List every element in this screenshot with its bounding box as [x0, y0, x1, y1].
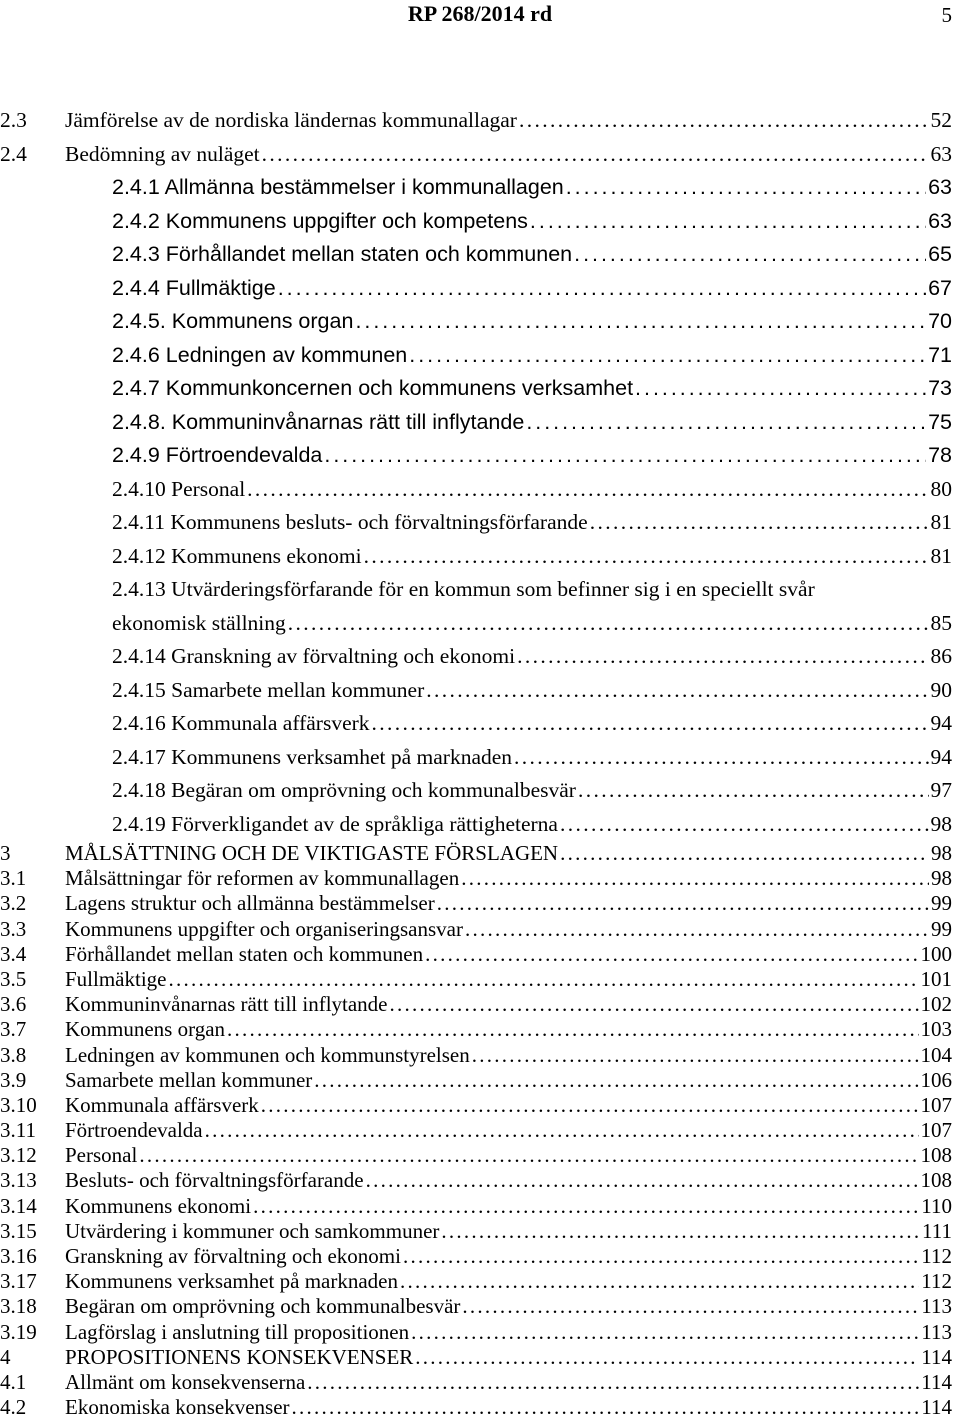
toc-entry[interactable] — [0, 992, 960, 1017]
toc-entry-title: 2.4.14 Granskning av förvaltning och ekonomi — [112, 640, 515, 674]
toc-entry-number: 3.12 — [0, 1143, 65, 1168]
toc-entry-number: 3.4 — [0, 942, 65, 967]
toc-entry[interactable] — [0, 406, 960, 440]
toc-entry-title: 2.4.13 Utvärderingsförfarande för en kommun som befinner sig i en speciellt svår — [112, 573, 815, 607]
toc-entry-title: Personal — [65, 1143, 137, 1168]
toc-dot-leader — [262, 138, 929, 172]
toc-entry-number: 4.1 — [0, 1370, 65, 1395]
toc-entry-number: 3.8 — [0, 1043, 65, 1068]
toc-entry-number: 3.18 — [0, 1294, 65, 1319]
toc-entry-page: 102 — [921, 992, 960, 1017]
toc-entry[interactable] — [0, 171, 960, 205]
toc-dot-leader — [355, 305, 926, 339]
toc-dot-leader — [519, 104, 929, 138]
toc-dot-leader — [462, 1294, 919, 1319]
toc-entry[interactable] — [0, 104, 960, 138]
toc-entry-page: 63 — [928, 171, 960, 205]
toc-entry-title: 2.4.9 Förtroendevalda — [112, 439, 322, 473]
toc-dot-leader — [560, 808, 929, 842]
toc-entry[interactable] — [0, 1219, 960, 1244]
toc-entry-page: 103 — [921, 1017, 960, 1042]
toc-entry-number: 3.5 — [0, 967, 65, 992]
toc-entry-page: 73 — [928, 372, 960, 406]
toc-dot-leader — [139, 1143, 918, 1168]
toc-entry-title: Ekonomiska konsekvenser — [65, 1395, 290, 1420]
toc-dot-leader — [400, 1269, 919, 1294]
toc-entry[interactable] — [0, 272, 960, 306]
toc-entry-number: 2.3 — [0, 104, 65, 138]
toc-entry-number: 4 — [0, 1345, 65, 1370]
toc-entry-page: 98 — [931, 841, 960, 866]
toc-entry-page: 81 — [931, 540, 960, 574]
toc-entry-page: 107 — [921, 1118, 960, 1143]
toc-entry[interactable] — [0, 774, 960, 808]
toc-entry-title: Kommunens organ — [65, 1017, 225, 1042]
toc-entry[interactable] — [0, 1043, 960, 1068]
toc-entry[interactable] — [0, 573, 960, 607]
toc-entry-number: 3.15 — [0, 1219, 65, 1244]
toc-entry[interactable] — [0, 1320, 960, 1345]
toc-dot-leader — [307, 1370, 919, 1395]
toc-entry-number: 3.7 — [0, 1017, 65, 1042]
toc-entry-number: 3.6 — [0, 992, 65, 1017]
toc-entry-title: Förtroendevalda — [65, 1118, 203, 1143]
toc-entry-page: 94 — [931, 741, 960, 775]
toc-entry-title: ekonomisk ställning — [112, 607, 286, 641]
toc-entry-page: 114 — [921, 1370, 960, 1395]
toc-dot-leader — [415, 1345, 919, 1370]
toc-dot-leader — [437, 891, 929, 916]
toc-entry[interactable] — [0, 473, 960, 507]
toc-entry[interactable] — [0, 1118, 960, 1143]
toc-entry-title: 2.4.1 Allmänna bestämmelser i kommunallagen — [112, 171, 564, 205]
page-number: 5 — [942, 3, 953, 27]
toc-entry-page: 90 — [931, 674, 960, 708]
toc-entry-number: 3.3 — [0, 917, 65, 942]
toc-entry-title: Samarbete mellan kommuner — [65, 1068, 312, 1093]
toc-entry-number: 3.10 — [0, 1093, 65, 1118]
toc-entry[interactable] — [0, 1068, 960, 1093]
toc-dot-leader — [247, 473, 928, 507]
toc-dot-leader — [253, 1194, 919, 1219]
toc-entry-page: 107 — [921, 1093, 960, 1118]
toc-entry-number: 3.11 — [0, 1118, 65, 1143]
toc-entry-title: 2.4.5. Kommunens organ — [112, 305, 353, 339]
toc-entry-title: 2.4.6 Ledningen av kommunen — [112, 339, 407, 373]
toc-entry-number: 3.2 — [0, 891, 65, 916]
toc-entry[interactable] — [0, 808, 960, 842]
toc-dot-leader — [578, 774, 929, 808]
toc-entry-page: 106 — [921, 1068, 960, 1093]
toc-entry-page: 65 — [928, 238, 960, 272]
toc-entry[interactable] — [0, 741, 960, 775]
toc-dot-leader — [314, 1068, 918, 1093]
toc-dot-leader — [590, 506, 929, 540]
toc-entry-title: Fullmäktige — [65, 967, 167, 992]
toc-entry-title: Kommunens verksamhet på marknaden — [65, 1269, 398, 1294]
toc-dot-leader — [409, 339, 926, 373]
toc-dot-leader — [517, 640, 928, 674]
toc-entry-page: 52 — [931, 104, 960, 138]
toc-dot-leader — [205, 1118, 919, 1143]
toc-entry[interactable] — [0, 1269, 960, 1294]
toc-entry-page: 67 — [928, 272, 960, 306]
toc-entry[interactable] — [0, 967, 960, 992]
toc-entry[interactable] — [0, 1370, 960, 1395]
toc-entry-page: 99 — [931, 917, 960, 942]
toc-entry-title: Bedömning av nuläget — [65, 138, 260, 172]
toc-dot-leader — [288, 607, 929, 641]
toc-entry-page: 114 — [921, 1345, 960, 1370]
toc-entry-page: 111 — [922, 1219, 960, 1244]
toc-entry-title: 2.4.8. Kommuninvånarnas rätt till inflytande — [112, 406, 524, 440]
toc-entry-title: 2.4.18 Begäran om omprövning och kommunalbesvär — [112, 774, 576, 808]
toc-entry[interactable] — [0, 238, 960, 272]
toc-entry-page: 108 — [921, 1168, 960, 1193]
toc-entry[interactable] — [0, 674, 960, 708]
toc-entry[interactable] — [0, 138, 960, 172]
toc-entry[interactable] — [0, 917, 960, 942]
page-header — [0, 0, 960, 30]
toc-entry-title: Allmänt om konsekvenserna — [65, 1370, 305, 1395]
toc-entry-page: 80 — [931, 473, 960, 507]
toc-entry[interactable] — [0, 1017, 960, 1042]
toc-entry-title: Ledningen av kommunen och kommunstyrelsen — [65, 1043, 470, 1068]
toc-entry-page: 98 — [931, 808, 960, 842]
toc-entry-title: 2.4.7 Kommunkoncernen och kommunens verksamhet — [112, 372, 633, 406]
toc-entry-number: 2.4 — [0, 138, 65, 172]
toc-dot-leader — [441, 1219, 920, 1244]
toc-entry-page: 113 — [921, 1320, 960, 1345]
toc-entry-title: PROPOSITIONENS KONSEKVENSER — [65, 1345, 413, 1370]
toc-entry-number: 4.2 — [0, 1395, 65, 1420]
toc-entry-page: 85 — [931, 607, 960, 641]
toc-entry[interactable] — [0, 205, 960, 239]
toc-entry[interactable] — [0, 1194, 960, 1219]
toc-entry[interactable] — [0, 891, 960, 916]
toc-entry-page: 108 — [921, 1143, 960, 1168]
toc-entry-title: Kommuninvånarnas rätt till inflytande — [65, 992, 388, 1017]
toc-dot-leader — [574, 238, 926, 272]
toc-entry[interactable] — [0, 841, 960, 866]
toc-dot-leader — [261, 1093, 919, 1118]
toc-entry-title: Granskning av förvaltning och ekonomi — [65, 1244, 401, 1269]
toc-dot-leader — [403, 1244, 919, 1269]
toc-entry[interactable] — [0, 1345, 960, 1370]
toc-dot-leader — [560, 841, 929, 866]
toc-entry-page: 110 — [921, 1194, 960, 1219]
toc-entry[interactable] — [0, 540, 960, 574]
toc-entry-page: 71 — [928, 339, 960, 373]
toc-entry-page: 101 — [921, 967, 960, 992]
toc-entry-title: Besluts- och förvaltningsförfarande — [65, 1168, 364, 1193]
toc-dot-leader — [390, 992, 919, 1017]
toc-entry[interactable] — [0, 1143, 960, 1168]
toc-entry[interactable] — [0, 607, 960, 641]
toc-entry-page: 97 — [931, 774, 960, 808]
toc-entry[interactable] — [0, 942, 960, 967]
toc-dot-leader — [461, 866, 929, 891]
toc-entry-page: 112 — [921, 1244, 960, 1269]
toc-entry-title: Utvärdering i kommuner och samkommuner — [65, 1219, 439, 1244]
toc-entry[interactable] — [0, 339, 960, 373]
toc-entry-number: 3.1 — [0, 866, 65, 891]
toc-entry-title: Kommunens uppgifter och organiseringsansvar — [65, 917, 463, 942]
toc-entry-number: 3.17 — [0, 1269, 65, 1294]
toc-entry[interactable] — [0, 1294, 960, 1319]
toc-dot-leader — [530, 205, 926, 239]
toc-entry[interactable] — [0, 866, 960, 891]
toc-entry-title: Kommunala affärsverk — [65, 1093, 259, 1118]
toc-dot-leader — [526, 406, 926, 440]
toc-entry-number: 3.14 — [0, 1194, 65, 1219]
toc-dot-leader — [372, 707, 929, 741]
toc-dot-leader — [411, 1320, 919, 1345]
toc-dot-leader — [169, 967, 919, 992]
toc-entry-page: 99 — [931, 891, 960, 916]
toc-entry-title: Begäran om omprövning och kommunalbesvär — [65, 1294, 460, 1319]
toc-entry-page: 78 — [928, 439, 960, 473]
toc-entry-title: 2.4.11 Kommunens besluts- och förvaltningsförfarande — [112, 506, 588, 540]
table-of-contents — [0, 104, 960, 1420]
toc-entry[interactable] — [0, 372, 960, 406]
toc-entry[interactable] — [0, 1395, 960, 1420]
toc-entry-number: 3.16 — [0, 1244, 65, 1269]
toc-entry-number: 3.13 — [0, 1168, 65, 1193]
toc-dot-leader — [366, 1168, 919, 1193]
toc-entry-title: Lagens struktur och allmänna bestämmelser — [65, 891, 435, 916]
toc-entry-title: 2.4.15 Samarbete mellan kommuner — [112, 674, 424, 708]
toc-dot-leader — [292, 1395, 920, 1420]
toc-entry-page: 81 — [931, 506, 960, 540]
toc-dot-leader — [566, 171, 926, 205]
toc-dot-leader — [227, 1017, 918, 1042]
toc-entry-title: 2.4.3 Förhållandet mellan staten och kommunen — [112, 238, 572, 272]
toc-dot-leader — [465, 917, 929, 942]
toc-entry-page: 75 — [928, 406, 960, 440]
toc-entry-page: 94 — [931, 707, 960, 741]
toc-entry-page: 114 — [921, 1395, 960, 1420]
toc-entry-page: 113 — [921, 1294, 960, 1319]
toc-entry[interactable] — [0, 1168, 960, 1193]
toc-entry-page: 100 — [921, 942, 960, 967]
toc-entry-title: Kommunens ekonomi — [65, 1194, 251, 1219]
toc-entry-title: Jämförelse av de nordiska ländernas kommunallagar — [65, 104, 517, 138]
toc-entry-number: 3 — [0, 841, 65, 866]
toc-dot-leader — [472, 1043, 919, 1068]
toc-dot-leader — [426, 674, 928, 708]
toc-entry[interactable] — [0, 707, 960, 741]
toc-dot-leader — [425, 942, 918, 967]
toc-entry-title: 2.4.10 Personal — [112, 473, 245, 507]
toc-dot-leader — [635, 372, 926, 406]
toc-entry[interactable] — [0, 1244, 960, 1269]
toc-entry-title: MÅLSÄTTNING OCH DE VIKTIGASTE FÖRSLAGEN — [65, 841, 558, 866]
toc-entry-page: 104 — [921, 1043, 960, 1068]
toc-dot-leader — [278, 272, 926, 306]
toc-entry-title: 2.4.12 Kommunens ekonomi — [112, 540, 362, 574]
toc-entry[interactable] — [0, 1093, 960, 1118]
toc-entry-number: 3.9 — [0, 1068, 65, 1093]
toc-entry-page: 63 — [928, 205, 960, 239]
toc-entry[interactable] — [0, 305, 960, 339]
toc-entry-title: Lagförslag i anslutning till propositionen — [65, 1320, 409, 1345]
toc-entry[interactable] — [0, 506, 960, 540]
toc-entry-page: 63 — [931, 138, 960, 172]
toc-dot-leader — [514, 741, 928, 775]
toc-entry-title: Förhållandet mellan staten och kommunen — [65, 942, 423, 967]
toc-entry[interactable] — [0, 439, 960, 473]
toc-entry[interactable] — [0, 640, 960, 674]
toc-entry-title: Målsättningar för reformen av kommunallagen — [65, 866, 459, 891]
toc-entry-title: 2.4.4 Fullmäktige — [112, 272, 276, 306]
toc-entry-title: 2.4.19 Förverkligandet av de språkliga rättigheterna — [112, 808, 558, 842]
document-id: RP 268/2014 rd — [0, 1, 960, 27]
toc-dot-leader — [364, 540, 929, 574]
toc-entry-title: 2.4.16 Kommunala affärsverk — [112, 707, 370, 741]
toc-entry-page: 112 — [921, 1269, 960, 1294]
toc-entry-page: 70 — [928, 305, 960, 339]
toc-entry-title: 2.4.2 Kommunens uppgifter och kompetens — [112, 205, 528, 239]
toc-entry-number: 3.19 — [0, 1320, 65, 1345]
toc-entry-page: 98 — [931, 866, 960, 891]
toc-entry-page: 86 — [931, 640, 960, 674]
toc-entry-title: 2.4.17 Kommunens verksamhet på marknaden — [112, 741, 512, 775]
toc-dot-leader — [324, 439, 926, 473]
